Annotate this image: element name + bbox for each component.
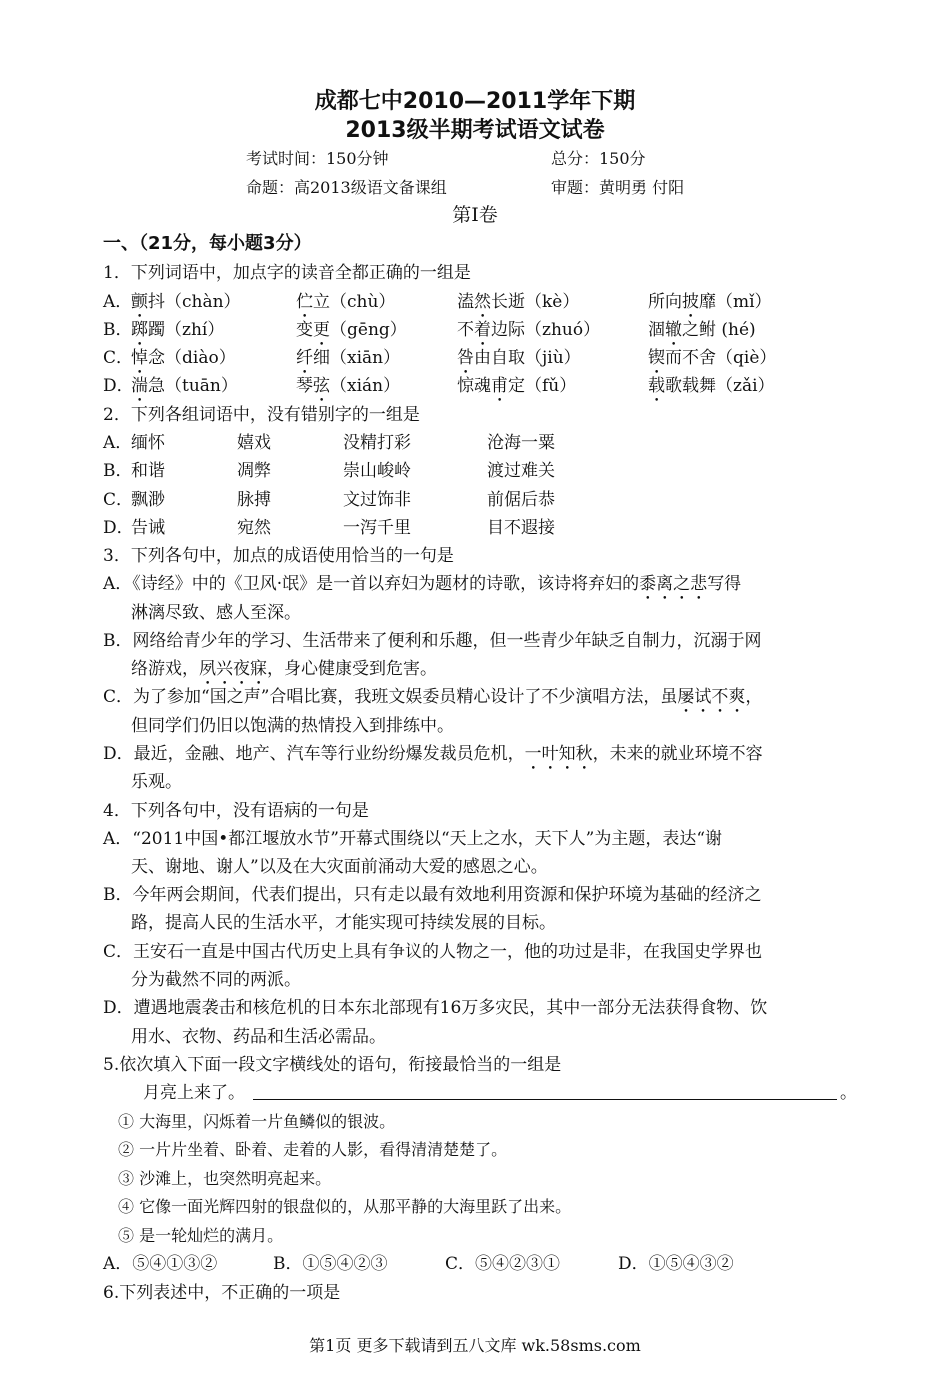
q1-option-label: D． — [103, 376, 134, 396]
q5-answer-blank[interactable] — [253, 1099, 837, 1100]
section-heading: 一、（21分，每小题3分） — [103, 233, 312, 254]
q3-a-text: A．《诗经》中的《卫风·氓》是一首以弃妇为题材的诗歌，该诗将弃妇的 — [103, 574, 640, 594]
q1-dotted-char: 纤 — [296, 348, 313, 368]
q1-dotted-char: 咎 — [457, 348, 474, 368]
q1-word-part: 变 — [296, 320, 313, 340]
q1-word — [457, 319, 600, 350]
q1-word-part: 边际（zhuó） — [491, 320, 601, 340]
total-score: 总分：150分 — [551, 149, 646, 168]
q3-b-text-tail: ，身心健康受到危害。 — [267, 659, 437, 679]
q3-c-text: C．为了参加“国之声”合唱比赛，我班文娱委员精心设计了不少演唱方法，虽 — [103, 687, 678, 707]
question-reviewer: 审题：黄明勇 付阳 — [551, 178, 685, 197]
exam-time: 考试时间：150分钟 — [246, 149, 389, 168]
q2-word: 嬉戏 — [237, 433, 271, 453]
q3-d-idiom: 一叶知秋 — [524, 744, 593, 764]
q3-a-idiom: 黍离之悲 — [639, 574, 708, 594]
q1-word-part: 由自取（jiù） — [474, 348, 581, 368]
q1-word-part: 念（diào） — [148, 348, 236, 368]
q1-dotted-char: 锲 — [648, 348, 665, 368]
q1-word-part: 定（fǔ） — [508, 376, 577, 396]
q1-word — [296, 319, 407, 350]
q1-word — [296, 375, 400, 406]
q1-dotted-char: 弦 — [313, 376, 330, 396]
q1-word — [131, 319, 224, 350]
q2-word: 宛然 — [237, 518, 271, 538]
q1-option-label: C． — [103, 348, 134, 368]
q1-word — [131, 347, 236, 378]
page-footer: 第1页 更多下载请到五八文库 wk.58sms.com — [309, 1336, 641, 1355]
q3-option-a — [103, 573, 741, 604]
q1-word-part: 涸 — [648, 320, 665, 340]
exam-title-paper: 2013级半期考试语文试卷 — [345, 118, 605, 143]
q5-option-c: C．⑤④②③① — [445, 1254, 561, 1274]
q1-word-part: （xián） — [330, 376, 401, 396]
q5-sentence-3: ③ 沙滩上，也突然明亮起来。 — [118, 1169, 332, 1188]
q5-option-a: A．⑤④①③② — [103, 1254, 218, 1274]
q4-c-cont: 分为截然不同的两派。 — [131, 970, 301, 990]
q3-option-d — [103, 743, 763, 774]
q2-word: 目不遐接 — [487, 518, 555, 538]
q2-option-label: D． — [103, 518, 134, 538]
question-setter: 命题：高2013级语文备课组 — [246, 178, 447, 197]
q1-word-part: 躅（zhí） — [148, 320, 225, 340]
q1-dotted-char: 载 — [648, 376, 665, 396]
q3-d-text-tail: ，未来的就业环境不容 — [592, 744, 763, 764]
q1-word-part: 惊魂 — [457, 376, 491, 396]
q1-word-part: 而不舍（qiè） — [665, 348, 777, 368]
q1-word — [648, 291, 772, 322]
q1-word — [131, 291, 241, 322]
q1-word-part: 歌载舞（zǎi） — [665, 376, 775, 396]
q2-word: 和谐 — [131, 461, 165, 481]
q2-option-label: C． — [103, 490, 134, 510]
q2-option-label: B． — [103, 461, 133, 481]
q1-word-part: 立（chù） — [313, 292, 396, 312]
q1-word — [131, 375, 238, 406]
q1-dotted-char: 更 — [313, 320, 330, 340]
q1-word-part: 不 — [457, 320, 474, 340]
q1-dotted-char: 湍 — [131, 376, 148, 396]
q1-dotted-char: 甫 — [491, 376, 508, 396]
q2-word: 凋弊 — [237, 461, 271, 481]
q1-dotted-char: 悼 — [131, 348, 148, 368]
q2-word: 飘渺 — [131, 490, 165, 510]
q1-stem: 1．下列词语中，加点字的读音全都正确的一组是 — [103, 263, 471, 283]
q3-option-b: B．网络给青少年的学习、生活带来了便利和乐趣，但一些青少年缺乏自制力，沉溺于网 — [103, 631, 762, 651]
q2-word: 一泻千里 — [343, 518, 411, 538]
q1-word-part: 细（xiān） — [313, 348, 401, 368]
q5-sentence-5: ⑤ 是一轮灿烂的满月。 — [118, 1226, 284, 1245]
q5-sentence-2: ② 一片片坐着、卧着、走着的人影，看得清清楚楚了。 — [118, 1140, 508, 1159]
q5-lead: 月亮上来了。 — [143, 1083, 245, 1103]
q4-option-b: B．今年两会期间，代表们提出，只有走以最有效地利用资源和保护环境为基础的经济之 — [103, 885, 762, 905]
q1-word-part: 所向 — [648, 292, 682, 312]
q2-word: 文过饰非 — [343, 490, 411, 510]
q1-option-label: A． — [103, 292, 133, 312]
q2-word: 缅怀 — [131, 433, 165, 453]
q2-word: 沧海一粟 — [487, 433, 555, 453]
q2-word: 没精打彩 — [343, 433, 411, 453]
q5-option-b: B．①⑤④②③ — [273, 1254, 388, 1274]
q4-option-a: A．“2011中国•都江堰放水节”开幕式围绕以“天上之水，天下人”为主题，表达“谢 — [103, 829, 723, 849]
q1-word — [457, 291, 579, 322]
q1-word-part: 溘 — [457, 292, 474, 312]
q1-dotted-char: 辙 — [665, 320, 682, 340]
q3-b-text: 络游戏， — [131, 659, 199, 679]
q2-stem: 2．下列各组词语中，没有错别字的一组是 — [103, 405, 420, 425]
q5-sentence-1: ① 大海里，闪烁着一片鱼鳞似的银波。 — [118, 1112, 396, 1131]
q2-word: 脉搏 — [237, 490, 271, 510]
q1-word-part: （gēng） — [330, 320, 407, 340]
volume-label: 第Ⅰ卷 — [452, 204, 498, 226]
q2-word: 崇山峻岭 — [343, 461, 411, 481]
q5-sentence-4: ④ 它像一面光辉四射的银盘似的，从那平静的大海里跃了出来。 — [118, 1197, 572, 1216]
q2-option-label: A． — [103, 433, 133, 453]
q3-d-cont: 乐观。 — [131, 772, 182, 792]
q5-option-d: D．①⑤④③② — [618, 1254, 734, 1274]
q3-b-cont — [131, 658, 437, 689]
q1-dotted-char: 披 — [682, 292, 699, 312]
q4-b-cont: 路，提高人民的生活水平，才能实现可持续发展的目标。 — [131, 913, 556, 933]
q1-word-part: 靡（mǐ） — [699, 292, 772, 312]
q1-word-part: 琴 — [296, 376, 313, 396]
q4-a-cont: 天、谢地、谢人”以及在大灾面前涌动大爱的感恩之心。 — [131, 857, 548, 877]
q3-c-text-tail: ， — [745, 687, 763, 707]
q3-d-text: D．最近，金融、地产、汽车等行业纷纷爆发裁员危机， — [103, 744, 525, 764]
q3-a-cont: 淋漓尽致、感人至深。 — [131, 603, 301, 623]
q2-word: 渡过难关 — [487, 461, 555, 481]
q3-stem: 3．下列各句中，加点的成语使用恰当的一句是 — [103, 546, 454, 566]
q3-a-text-tail: 写得 — [707, 574, 742, 594]
q4-stem: 4．下列各句中，没有语病的一句是 — [103, 801, 369, 821]
q1-dotted-char: 然 — [474, 292, 491, 312]
q1-word-part: 抖（chàn） — [148, 292, 241, 312]
q2-word: 告诫 — [131, 518, 165, 538]
q3-b-idiom: 夙兴夜寐 — [199, 659, 267, 679]
q4-d-cont: 用水、衣物、药品和生活必需品。 — [131, 1027, 386, 1047]
q1-word — [648, 375, 775, 406]
q3-option-c — [103, 686, 762, 717]
q1-word-part: 之鲋 (hé) — [682, 320, 756, 340]
q1-word — [648, 319, 756, 350]
q1-word-part: 长逝（kè） — [491, 292, 580, 312]
q1-word — [457, 375, 576, 406]
q5-blank-end: 。 — [840, 1083, 857, 1103]
q1-word-part: 急（tuān） — [148, 376, 238, 396]
q2-word: 前倨后恭 — [487, 490, 555, 510]
q1-dotted-char: 颤 — [131, 292, 148, 312]
q1-dotted-char: 伫 — [296, 292, 313, 312]
q1-word — [648, 347, 776, 378]
q1-option-label: B． — [103, 320, 133, 340]
q4-option-d: D．遭遇地震袭击和核危机的日本东北部现有16万多灾民，其中一部分无法获得食物、饮 — [103, 998, 768, 1018]
q3-c-idiom: 屡试不爽 — [677, 687, 746, 707]
q1-dotted-char: 着 — [474, 320, 491, 340]
q1-dotted-char: 踯 — [131, 320, 148, 340]
q3-c-cont: 但同学们仍旧以饱满的热情投入到排练中。 — [131, 716, 454, 736]
exam-title-school: 成都七中2010—2011学年下期 — [314, 89, 636, 114]
q5-stem: 5.依次填入下面一段文字横线处的语句，衔接最恰当的一组是 — [103, 1055, 562, 1075]
q1-word — [296, 291, 395, 322]
q6-stem: 6.下列表述中，不正确的一项是 — [103, 1283, 341, 1303]
q4-option-c: C．王安石一直是中国古代历史上具有争议的人物之一，他的功过是非，在我国史学界也 — [103, 942, 763, 962]
q1-word — [296, 347, 400, 378]
q1-word — [457, 347, 581, 378]
